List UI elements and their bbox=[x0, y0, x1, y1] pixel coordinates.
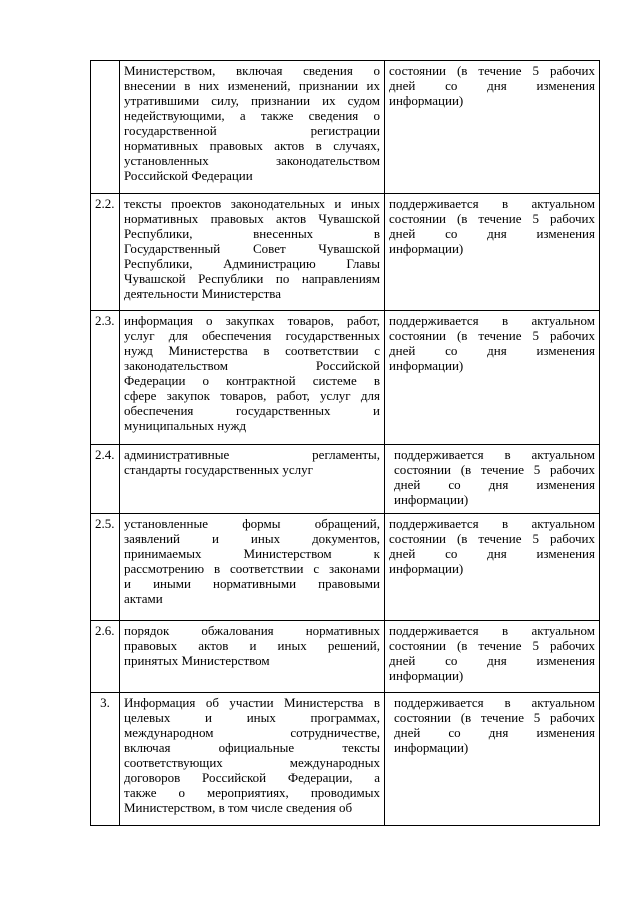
table-row bbox=[91, 621, 600, 693]
row-description: Министерством, включая сведения о внесении в них изменений, признании их утратившими силу, признании их судом недействующими, а также сведения о государственной регистрации нормативных правовых актов в случаях, установленных законодательством Российской Федерации bbox=[120, 61, 385, 194]
table-row bbox=[91, 514, 600, 621]
table-row bbox=[91, 194, 600, 311]
row-description: тексты проектов законодательных и иных нормативных правовых актов Чувашской Республики, внесенных в Государственный Совет Чувашской Республики, Администрацию Главы Чувашской Республики по направлениям деятельности Министерства bbox=[120, 194, 385, 311]
table-row bbox=[91, 693, 600, 826]
information-disclosure-table bbox=[90, 60, 600, 826]
row-update-period: поддерживается в актуальном состоянии (в течение 5 рабочих дней со дня изменения информации) bbox=[385, 445, 600, 514]
row-update-period: поддерживается в актуальном состоянии (в течение 5 рабочих дней со дня изменения информации) bbox=[385, 621, 600, 693]
row-update-period: поддерживается в актуальном состоянии (в течение 5 рабочих дней со дня изменения информации) bbox=[385, 693, 600, 826]
row-number: 2.6. bbox=[91, 621, 120, 693]
row-update-period: поддерживается в актуальном состоянии (в течение 5 рабочих дней со дня изменения информации) bbox=[385, 194, 600, 311]
row-update-period: поддерживается в актуальном состоянии (в течение 5 рабочих дней со дня изменения информации) bbox=[385, 311, 600, 445]
row-description: информация о закупках товаров, работ, услуг для обеспечения государственных нужд Министерства в соответствии с законодательством Российской Федерации о контрактной системе в сфере закупок товаров, работ, услуг для обеспечения государственных и муниципальных нужд bbox=[120, 311, 385, 445]
row-description: установленные формы обращений, заявлений и иных документов, принимаемых Министерством к рассмотрению в соответствии с законами и иными нормативными правовыми актами bbox=[120, 514, 385, 621]
row-update-period: поддерживается в актуальном состоянии (в течение 5 рабочих дней со дня изменения информации) bbox=[385, 514, 600, 621]
row-number: 3. bbox=[91, 693, 120, 826]
row-description: Информация об участии Министерства в целевых и иных программах, международном сотрудничестве, включая официальные тексты соответствующих международных договоров Российской Федерации, а также о мероприятиях, проводимых Министерством, в том числе сведения об bbox=[120, 693, 385, 826]
row-description: порядок обжалования нормативных правовых актов и иных решений, принятых Министерством bbox=[120, 621, 385, 693]
row-number: 2.4. bbox=[91, 445, 120, 514]
row-number: 2.5. bbox=[91, 514, 120, 621]
row-number: 2.2. bbox=[91, 194, 120, 311]
row-number: 2.3. bbox=[91, 311, 120, 445]
table-row bbox=[91, 61, 600, 194]
row-description: административные регламенты, стандарты государственных услуг bbox=[120, 445, 385, 514]
table-row bbox=[91, 445, 600, 514]
row-number bbox=[91, 61, 120, 194]
row-update-period: состоянии (в течение 5 рабочих дней со дня изменения информации) bbox=[385, 61, 600, 194]
table-row bbox=[91, 311, 600, 445]
